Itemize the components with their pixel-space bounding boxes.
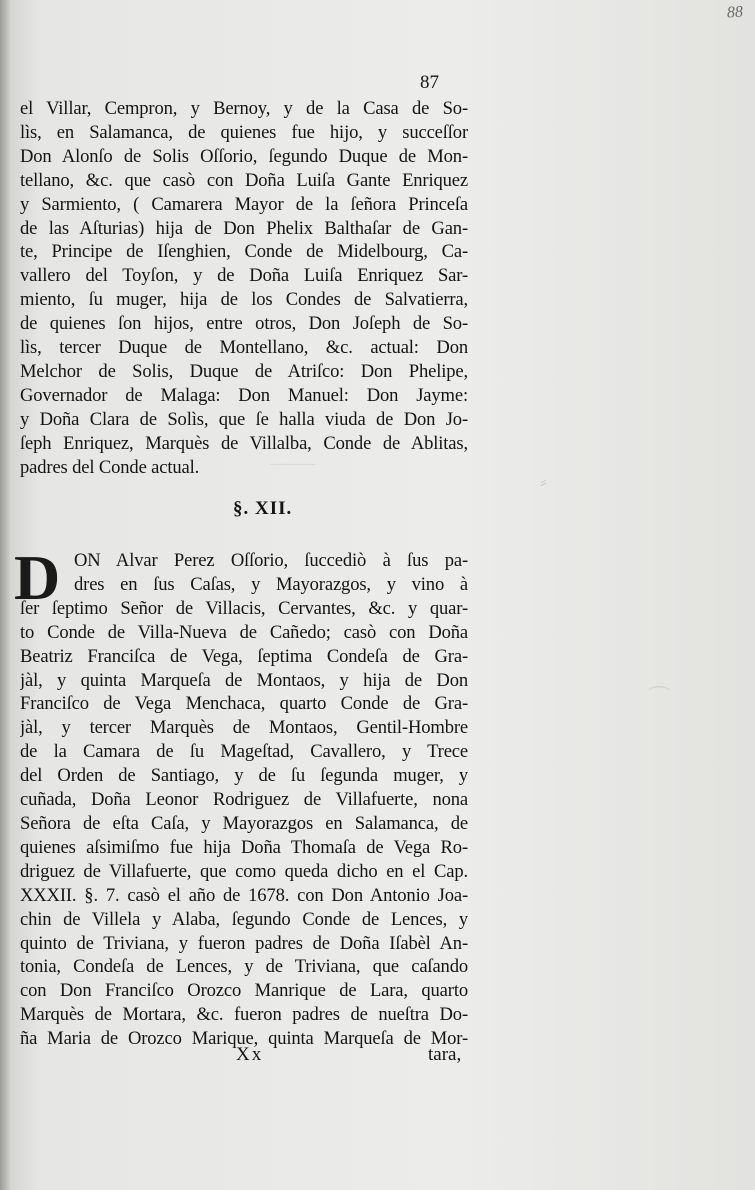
text-line: el Villar, Cempron, y Bernoy, y de la Casa de So- xyxy=(20,98,468,119)
text-line: Don Alonſo de Solis Oſſorio, ſegundo Duque de Mon- xyxy=(20,145,468,167)
text-line: Melchor de Solis, Duque de Atriſco: Don Phelipe, xyxy=(20,360,468,382)
bleed-through-text: ――― xyxy=(270,456,315,472)
text-line: quinto de Triviana, y fueron padres de Doña Iſabèl An- xyxy=(20,932,468,954)
paragraph-section-xii xyxy=(20,549,468,1051)
paragraph-continued xyxy=(20,97,468,480)
text-line: lìs, tercer Duque de Montellano, &c. actual: Don xyxy=(20,337,468,359)
text-line: jàl, y quinta Marqueſa de Montaos, y hija de Don xyxy=(20,669,468,691)
catchword: tara, xyxy=(428,1044,462,1065)
text-line: dres en ſus Caſas, y Mayorazgos, y vino à xyxy=(74,573,468,595)
signature-mark: Xx xyxy=(236,1044,264,1065)
text-line: del Orden de Santiago, y de ſu ſegunda muger, y xyxy=(20,765,468,787)
text-line: miento, ſu muger, hija de los Condes de Salvatierra, xyxy=(20,289,468,311)
bleed-through-mark: ⸗ xyxy=(540,471,547,493)
page-number: 87 xyxy=(420,72,439,93)
text-line: chin de Villela y Alaba, ſegundo Conde de Lences, y xyxy=(20,908,468,930)
text-line: Governador de Malaga: Don Manuel: Don Jayme: xyxy=(20,384,468,406)
section-heading: §. XII. xyxy=(233,498,293,519)
bleed-through-mark: ⌒ xyxy=(648,685,671,710)
text-line: cuñada, Doña Leonor Rodriguez de Villafuerte, nona xyxy=(20,789,468,811)
handwritten-folio-number: 88 xyxy=(726,3,744,22)
text-line: driguez de Villafuerte, que como queda dicho en el Cap. xyxy=(20,860,468,882)
text-line: de las Aſturias) hija de Don Phelix Balthaſar de Gan- xyxy=(20,217,468,239)
text-line: de la Camara de ſu Mageſtad, Cavallero, y Trece xyxy=(20,741,468,763)
text-line: y Sarmiento, ( Camarera Mayor de la ſeñora Princeſa xyxy=(20,193,468,215)
text-line: padres del Conde actual. xyxy=(20,456,200,478)
page-gutter xyxy=(0,0,10,1190)
text-line: ſeph Enriquez, Marquès de Villalba, Conde de Ablitas, xyxy=(20,432,468,454)
text-line: to Conde de Villa-Nueva de Cañedo; casò con Doña xyxy=(20,621,468,643)
text-line: vallero del Toyſon, y de Doña Luiſa Enriquez Sar- xyxy=(20,265,468,287)
drop-cap: D xyxy=(14,542,61,613)
text-line: Beatriz Franciſca de Vega, ſeptima Condeſa de Gra- xyxy=(20,645,468,667)
text-line: ON Alvar Perez Oſſorio, ſuccediò à ſus pa- xyxy=(74,550,468,571)
text-line: de quienes ſon hijos, entre otros, Don Joſeph de So- xyxy=(20,313,468,335)
text-line: con Don Franciſco Orozco Manrique de Lara, quarto xyxy=(20,980,468,1002)
text-line: Marquès de Mortara, &c. fueron padres de nueſtra Do- xyxy=(20,1004,468,1026)
text-line: XXXII. §. 7. casò el año de 1678. con Don Antonio Joa- xyxy=(20,884,468,906)
text-line: Señora de eſta Caſa, y Mayorazgos en Salamanca, de xyxy=(20,812,468,834)
text-line: jàl, y tercer Marquès de Montaos, Gentil-Hombre xyxy=(20,717,468,739)
text-line: ſer ſeptimo Señor de Villacis, Cervantes, &c. y quar- xyxy=(20,597,468,619)
text-line: tellano, &c. que casò con Doña Luiſa Gante Enriquez xyxy=(20,169,468,191)
text-line: y Doña Clara de Solìs, que ſe halla viuda de Don Jo- xyxy=(20,408,468,430)
text-line: quienes aſsimiſmo fue hija Doña Thomaſa de Vega Ro- xyxy=(20,836,468,858)
text-line: ña Maria de Orozco Marique, quinta Marqueſa de Mor- xyxy=(20,1028,468,1050)
text-line: tonia, Condeſa de Lences, y de Triviana, que caſando xyxy=(20,956,468,978)
text-line: lìs, en Salamanca, de quienes fue hijo, y succeſſor xyxy=(20,121,468,143)
text-line: te, Principe de Iſenghien, Conde de Midelbourg, Ca- xyxy=(20,241,468,263)
text-line: Franciſco de Vega Menchaca, quarto Conde de Gra- xyxy=(20,693,468,715)
